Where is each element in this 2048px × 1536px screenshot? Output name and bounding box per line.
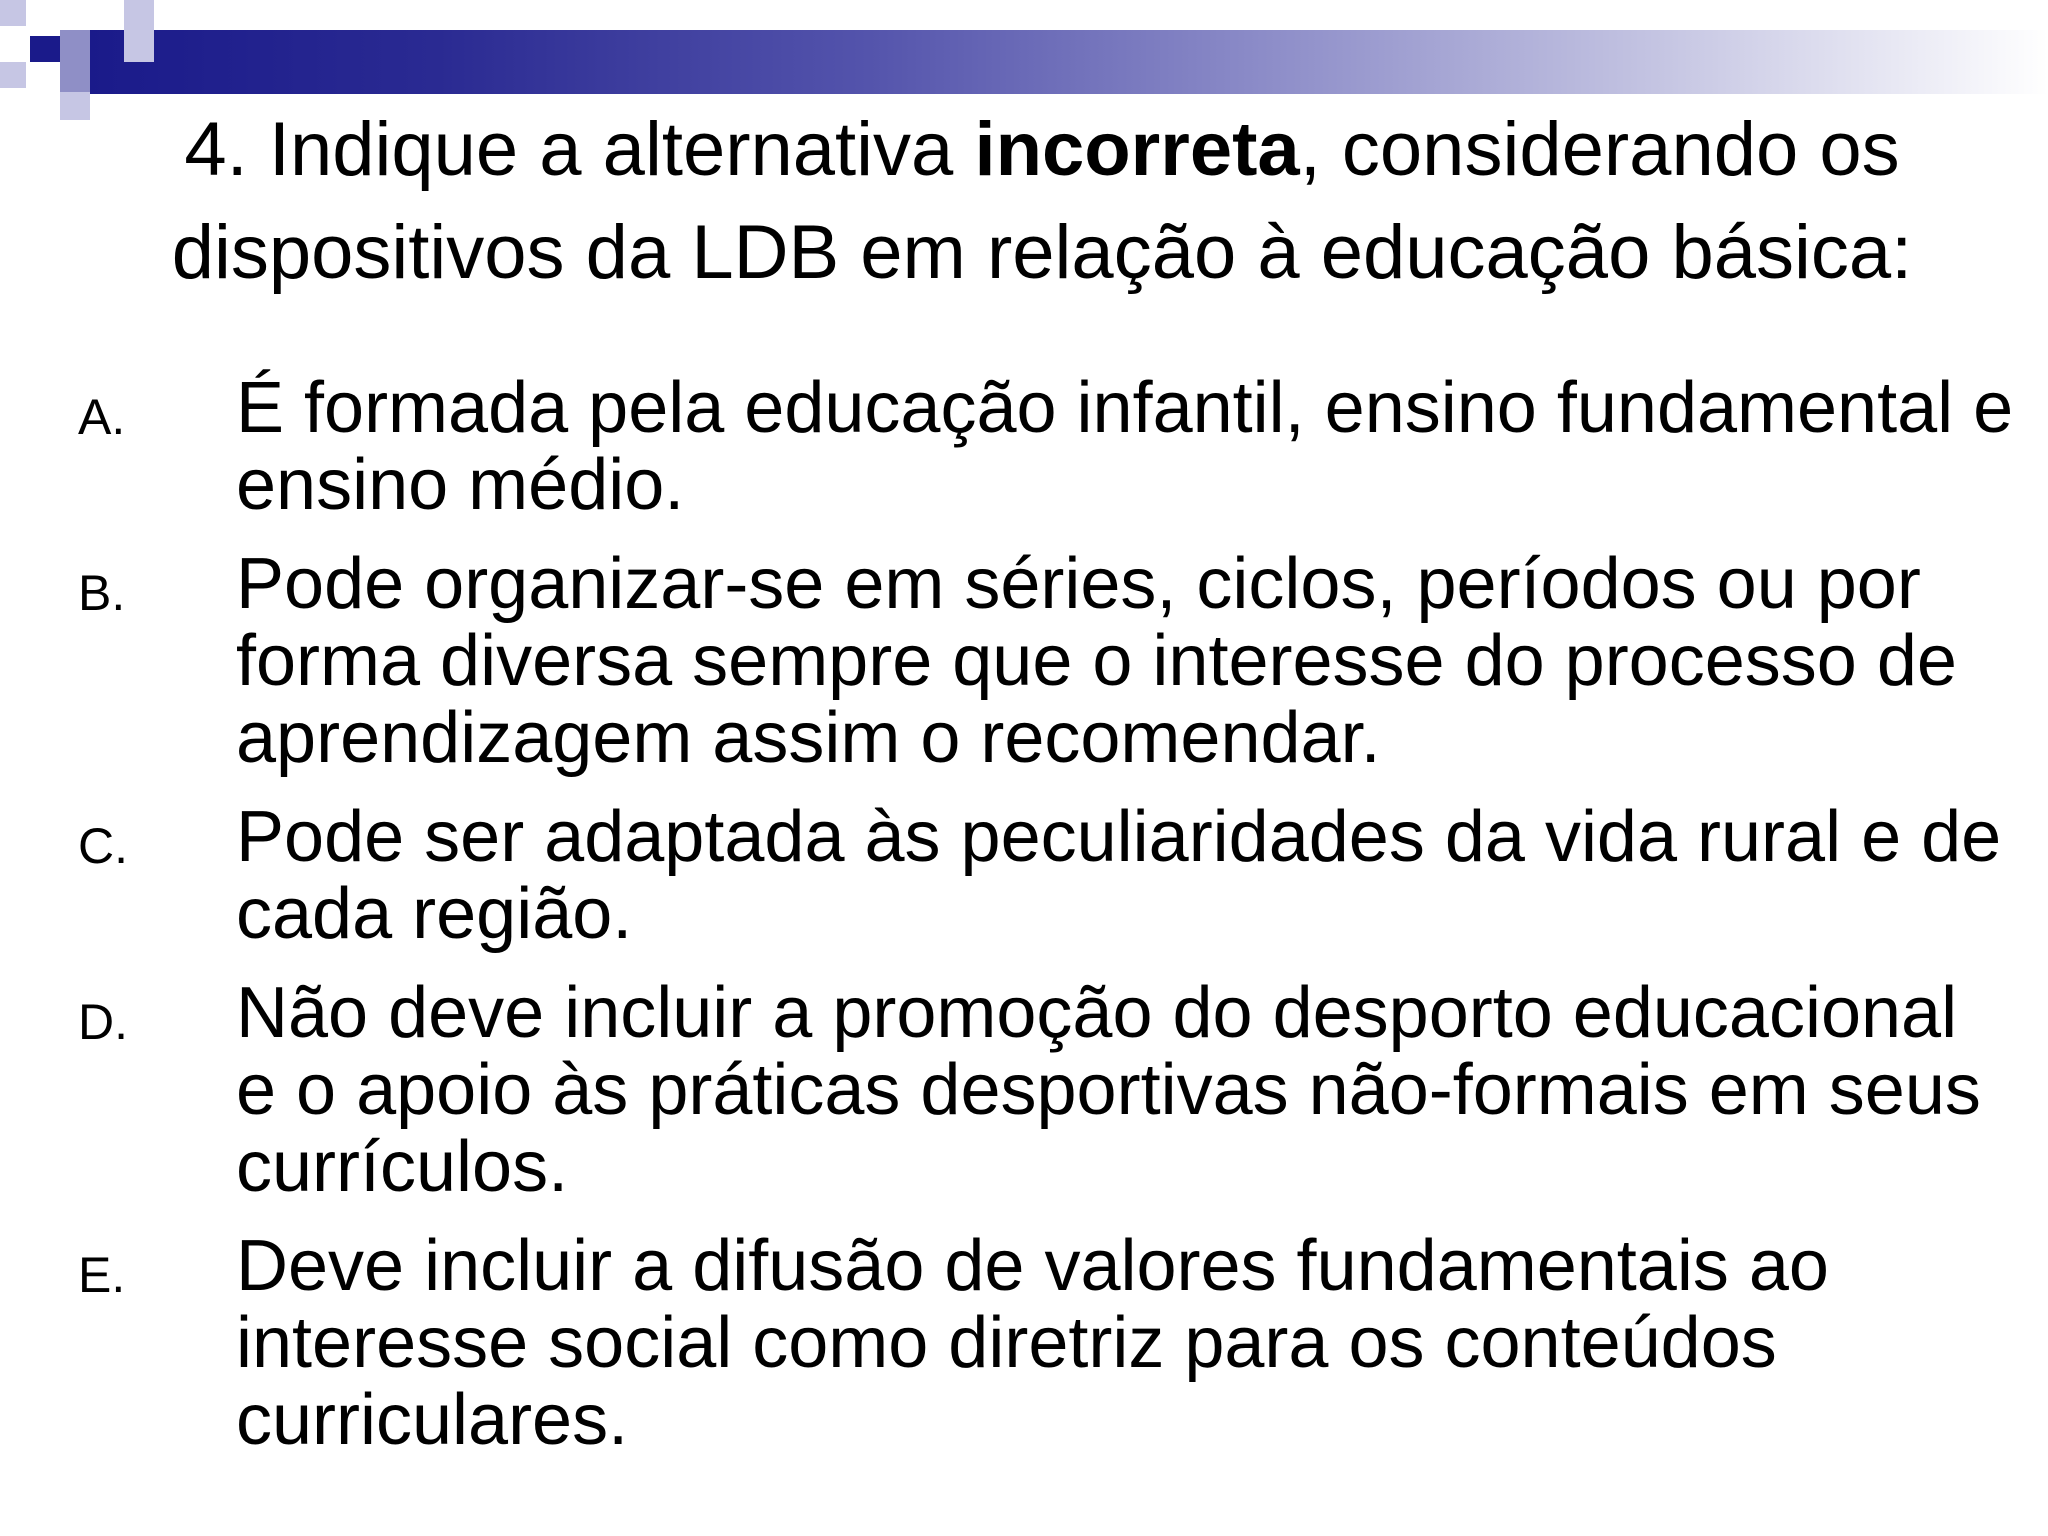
option-text: Deve incluir a difusão de valores fundamentais ao interesse social como diretriz para os conteúdos curriculares. (236, 1226, 1829, 1460)
decorative-square (30, 36, 60, 62)
option-text: Não deve incluir a promoção do desporto educacional e o apoio às práticas desportivas não-formais em seus currículos. (236, 973, 1981, 1207)
option-a (0, 370, 2048, 524)
option-text: Pode organizar-se em séries, ciclos, períodos ou por forma diversa sempre que o interesse do processo de aprendizagem assim o recomendar. (236, 544, 1957, 778)
option-letter: D. (78, 994, 128, 1050)
question-title (92, 98, 1992, 304)
option-text: É formada pela educação infantil, ensino fundamental e ensino médio. (236, 368, 2014, 525)
question-emphasis: incorreta (974, 107, 1300, 192)
decorative-square (0, 0, 26, 26)
decorative-square (60, 30, 90, 62)
option-letter: E. (78, 1247, 126, 1303)
option-d (0, 975, 2048, 1206)
option-letter: B. (78, 565, 126, 621)
question-suffix: , considerando os dispositivos da LDB em relação à educação básica: (171, 107, 1913, 295)
decorative-square (0, 62, 26, 88)
header-gradient-bar (84, 30, 2048, 94)
option-c (0, 799, 2048, 953)
decorative-square (124, 30, 154, 62)
option-letter: A. (78, 389, 126, 445)
option-text: Pode ser adaptada às peculiaridades da vida rural e de cada região. (236, 797, 2002, 954)
option-b (0, 546, 2048, 777)
decorative-square (124, 0, 154, 30)
option-e (0, 1228, 2048, 1459)
decorative-square (60, 92, 90, 120)
options-list (0, 370, 2048, 1481)
option-letter: C. (78, 818, 128, 874)
question-prefix: 4. Indique a alternativa (184, 107, 975, 192)
decorative-square (60, 62, 90, 92)
